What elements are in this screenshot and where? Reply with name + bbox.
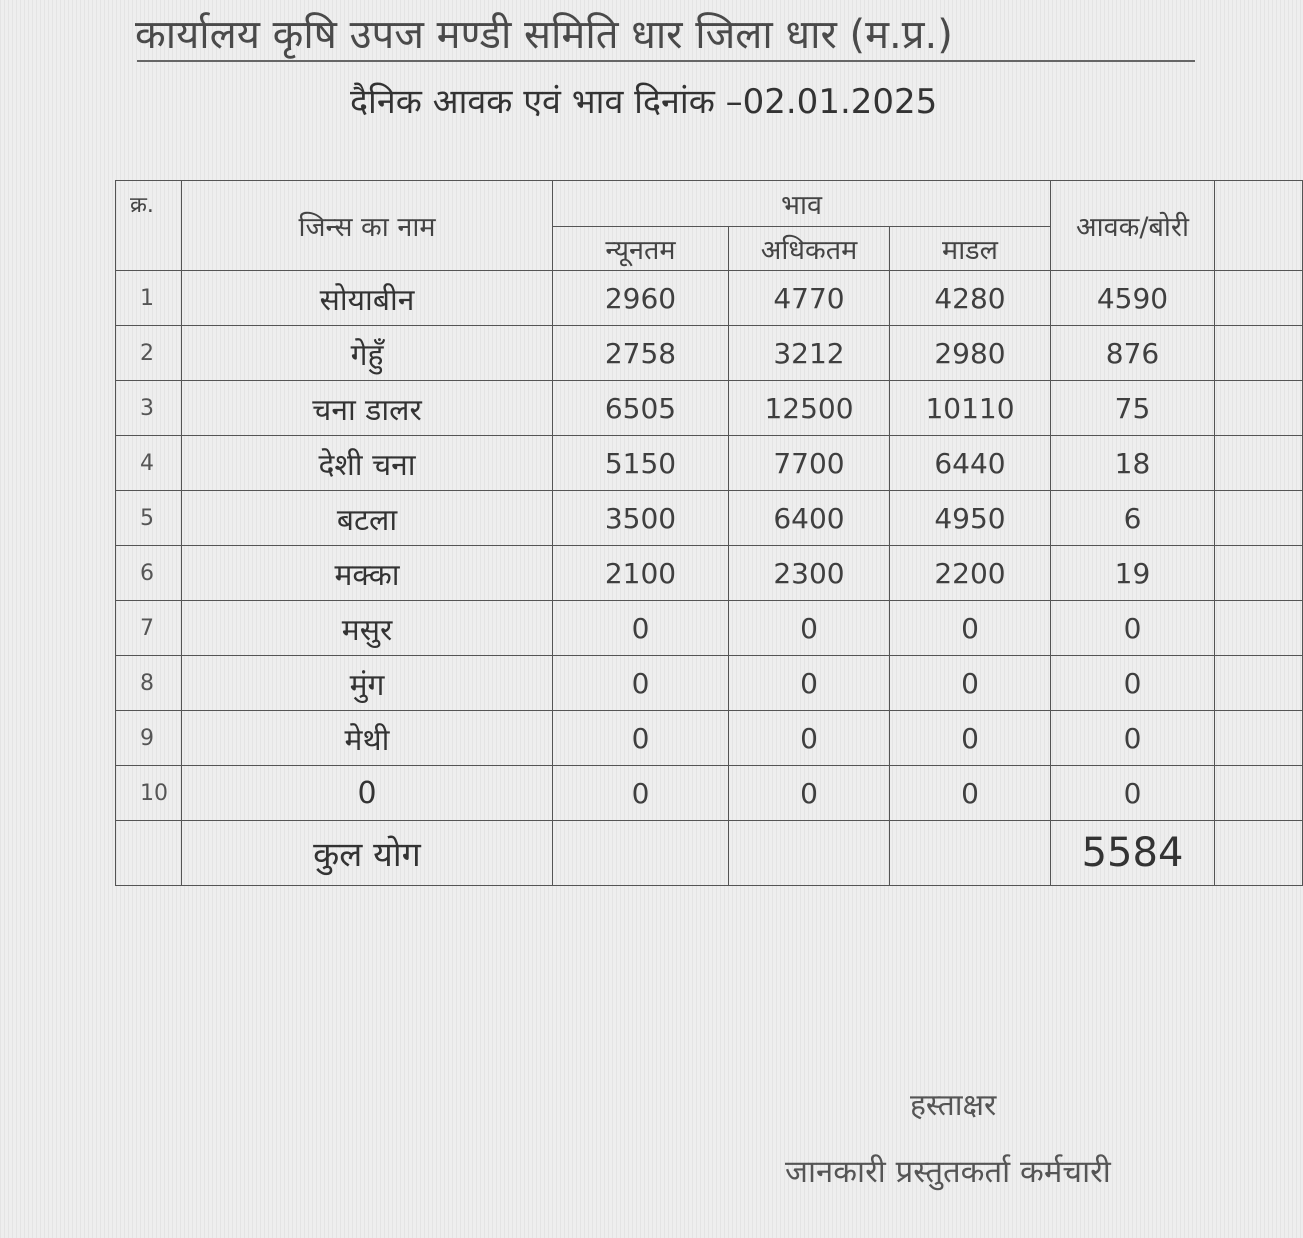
- max-price: 0: [729, 601, 890, 656]
- arrival-bags: 0: [1051, 711, 1215, 766]
- row-serial: 10: [116, 766, 182, 821]
- commodity-name: सोयाबीन: [182, 271, 553, 326]
- commodity-name: देशी चना: [182, 436, 553, 491]
- title-underline: [137, 60, 1195, 62]
- min-price: 3500: [553, 491, 729, 546]
- blank-cell: [1215, 821, 1303, 886]
- report-title: दैनिक आवक एवं भाव दिनांक –02.01.2025: [350, 82, 938, 122]
- modal-price: 0: [890, 766, 1051, 821]
- blank-cell: [1215, 546, 1303, 601]
- blank-cell: [1215, 601, 1303, 656]
- blank-cell: [1215, 381, 1303, 436]
- table-row: [116, 656, 1303, 711]
- table-row: [116, 326, 1303, 381]
- row-serial: 7: [116, 601, 182, 656]
- total-arrival: 5584: [1051, 821, 1215, 886]
- arrival-bags: 75: [1051, 381, 1215, 436]
- price-arrival-table: [115, 180, 1303, 886]
- total-label: कुल योग: [182, 821, 553, 886]
- table-row: [116, 546, 1303, 601]
- row-serial: 2: [116, 326, 182, 381]
- min-price: 6505: [553, 381, 729, 436]
- min-price: 2960: [553, 271, 729, 326]
- header-modal: माडल: [890, 227, 1051, 271]
- modal-price: 2200: [890, 546, 1051, 601]
- blank-cell: [1215, 766, 1303, 821]
- commodity-name: 0: [182, 766, 553, 821]
- modal-price: 2980: [890, 326, 1051, 381]
- modal-price: 10110: [890, 381, 1051, 436]
- max-price: 2300: [729, 546, 890, 601]
- total-modal-blank: [890, 821, 1051, 886]
- signature-label: हस्ताक्षर: [910, 1088, 997, 1123]
- total-serial-blank: [116, 821, 182, 886]
- arrival-bags: 18: [1051, 436, 1215, 491]
- commodity-name: मुंग: [182, 656, 553, 711]
- row-serial: 1: [116, 271, 182, 326]
- min-price: 2758: [553, 326, 729, 381]
- header-blank: [1215, 181, 1303, 271]
- max-price: 6400: [729, 491, 890, 546]
- commodity-name: चना डालर: [182, 381, 553, 436]
- row-serial: 8: [116, 656, 182, 711]
- blank-cell: [1215, 326, 1303, 381]
- max-price: 7700: [729, 436, 890, 491]
- blank-cell: [1215, 711, 1303, 766]
- table-row: [116, 381, 1303, 436]
- modal-price: 4280: [890, 271, 1051, 326]
- office-title: कार्यालय कृषि उपज मण्डी समिति धार जिला धार (म.प्र.): [135, 12, 953, 58]
- min-price: 0: [553, 656, 729, 711]
- blank-cell: [1215, 491, 1303, 546]
- header-min: न्यूनतम: [553, 227, 729, 271]
- commodity-name: गेहुँ: [182, 326, 553, 381]
- arrival-bags: 0: [1051, 766, 1215, 821]
- designation-text: जानकारी प्रस्तुतकर्ता कर्मचारी: [785, 1154, 1111, 1190]
- total-row: [116, 821, 1303, 886]
- header-max: अधिकतम: [729, 227, 890, 271]
- row-serial: 4: [116, 436, 182, 491]
- arrival-bags: 876: [1051, 326, 1215, 381]
- table-row: [116, 711, 1303, 766]
- table-row: [116, 436, 1303, 491]
- min-price: 5150: [553, 436, 729, 491]
- min-price: 0: [553, 711, 729, 766]
- max-price: 4770: [729, 271, 890, 326]
- table-row: [116, 766, 1303, 821]
- min-price: 0: [553, 601, 729, 656]
- arrival-bags: 19: [1051, 546, 1215, 601]
- header-arrival: आवक/बोरी: [1051, 181, 1215, 271]
- modal-price: 0: [890, 656, 1051, 711]
- arrival-bags: 0: [1051, 601, 1215, 656]
- row-serial: 6: [116, 546, 182, 601]
- max-price: 0: [729, 766, 890, 821]
- min-price: 0: [553, 766, 729, 821]
- header-price-group: भाव: [553, 181, 1051, 227]
- total-min-blank: [553, 821, 729, 886]
- arrival-bags: 6: [1051, 491, 1215, 546]
- blank-cell: [1215, 656, 1303, 711]
- row-serial: 3: [116, 381, 182, 436]
- table-row: [116, 601, 1303, 656]
- modal-price: 0: [890, 601, 1051, 656]
- max-price: 0: [729, 711, 890, 766]
- blank-cell: [1215, 271, 1303, 326]
- arrival-bags: 0: [1051, 656, 1215, 711]
- modal-price: 4950: [890, 491, 1051, 546]
- table-row: [116, 271, 1303, 326]
- row-serial: 5: [116, 491, 182, 546]
- modal-price: 0: [890, 711, 1051, 766]
- total-max-blank: [729, 821, 890, 886]
- blank-cell: [1215, 436, 1303, 491]
- commodity-name: मसुर: [182, 601, 553, 656]
- max-price: 12500: [729, 381, 890, 436]
- header-serial: क्र.: [116, 181, 182, 271]
- commodity-name: मक्का: [182, 546, 553, 601]
- row-serial: 9: [116, 711, 182, 766]
- modal-price: 6440: [890, 436, 1051, 491]
- min-price: 2100: [553, 546, 729, 601]
- table-row: [116, 491, 1303, 546]
- max-price: 0: [729, 656, 890, 711]
- max-price: 3212: [729, 326, 890, 381]
- commodity-name: बटला: [182, 491, 553, 546]
- arrival-bags: 4590: [1051, 271, 1215, 326]
- header-commodity: जिन्स का नाम: [182, 181, 553, 271]
- commodity-name: मेथी: [182, 711, 553, 766]
